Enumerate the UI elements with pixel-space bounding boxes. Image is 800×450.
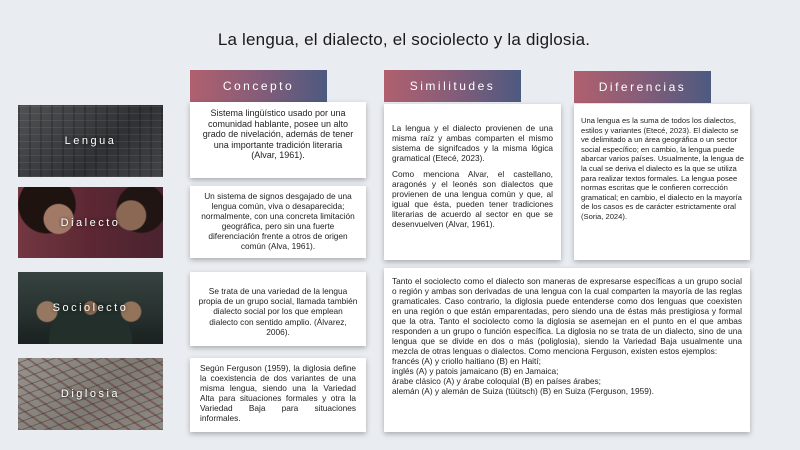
similitudes-paragraph-1: La lengua y el dialecto provienen de una misma raíz y ambas comparten el mismo sistema de signifcados y la misma lógica gramatical (Etecé, 2023). [392, 123, 553, 163]
bottom-example-1: francés (A) y criollo haitiano (B) en Haití; [392, 356, 541, 366]
concepto-text-lengua: Sistema lingüístico usado por una comunidad hablante, posee un alto grado de nivelación, además de tener una importante tradición literaria (Alvar, 1961). [202, 108, 354, 161]
bottom-comparison-card [384, 268, 750, 432]
header-diferencias: Diferencias [574, 71, 711, 103]
bottom-paragraph: Tanto el sociolecto como el dialecto son maneras de expresarse específicas a un grupo social o región y ambas son derivadas de una lengua con la cual comparten la mayoría de las reglas gramaticales. Caso contrario, la diglosia puede entenderse como dos lenguas que coexisten en una región o que están emparentadas, pero siendo una de éstas más prestigiosa y formal que la otra. Tanto el sociolecto como la diglosia se asemejan en el punto en el que ambas responden a un grupo o función específica. La diglosia no se trata de un dialecto, sino de una lengua que se divide en dos o más (poliglosia), siendo la Variedad Baja usualmente una mezcla de otras lenguas o dialectos. Como menciona Ferguson, existen estos ejemplos: [392, 276, 742, 356]
row-label-sociolecto: Sociolecto [52, 302, 129, 314]
concepto-text-dialecto: Un sistema de signos desgajado de una lengua común, viva o desaparecida; normalmente, con una concreta limitación geográfica, pero sin una fuerte diferenciación frente a otros de origen común (Alva, 1961). [201, 191, 355, 251]
bottom-example-2: inglés (A) y patois jamaicano (B) en Jamaica; [392, 366, 559, 376]
header-similitudes: Similitudes [384, 70, 521, 102]
row-image-lengua [18, 105, 163, 177]
diferencias-card [574, 104, 750, 260]
row-label-lengua: Lengua [64, 135, 117, 147]
row-image-sociolecto [18, 272, 163, 344]
diferencias-paragraph: Una lengua es la suma de todos los dialectos, estilos y variantes (Etecé, 2023). El dialecto se ve delimitado a un área geográfica o un sector social específico; en cambio, la lengua puede abarcar varios países. Usualmente, la lengua de la cual se deriva el dialecto es la que se utiliza para realizar textos formales. La lengua posee normas escritas que le confieren corrección gramatical; en cambio, el dialecto en la mayoría de los casos es de carácter estrictamente oral (Soria, 2024). [581, 116, 744, 221]
page-title: La lengua, el dialecto, el sociolecto y la diglosia. [217, 30, 591, 49]
row-image-dialecto [18, 187, 163, 258]
concepto-card-lengua [190, 102, 366, 178]
concepto-card-sociolecto [190, 272, 366, 346]
header-concepto: Concepto [190, 70, 327, 102]
concepto-text-sociolecto: Se trata de una variedad de la lengua propia de un grupo social, llamada también dialecto social por los que emplean dialecto con sentido amplio. (Álvarez, 2006). [198, 286, 358, 337]
bottom-example-4: alemán (A) y alemán de Suiza (tüütsch) (B) en Suiza (Ferguson, 1959). [392, 386, 654, 396]
similitudes-card [384, 104, 561, 260]
row-image-diglosia [18, 358, 163, 430]
concepto-card-diglosia [190, 358, 366, 432]
row-label-diglosia: Diglosia [60, 388, 121, 400]
bottom-example-3: árabe clásico (A) y árabe coloquial (B) en países árabes; [392, 376, 601, 386]
row-label-dialecto: Dialecto [60, 216, 121, 229]
concepto-card-dialecto [190, 186, 366, 258]
similitudes-paragraph-2: Como menciona Alvar, el castellano, aragonés y el leonés son dialectos que provienen de una lengua común y que, al igual que ésta, pueden tener tradiciones literarias de acuerdo al sector en que se desenvuelven (Alvar, 1961). [392, 169, 553, 229]
concepto-text-diglosia: Según Ferguson (1959), la diglosia define la coexistencia de dos variantes de una misma lengua, siendo una la Variedad Alta para situaciones formales y otra la Variedad Baja para situaciones informales. [200, 363, 356, 423]
